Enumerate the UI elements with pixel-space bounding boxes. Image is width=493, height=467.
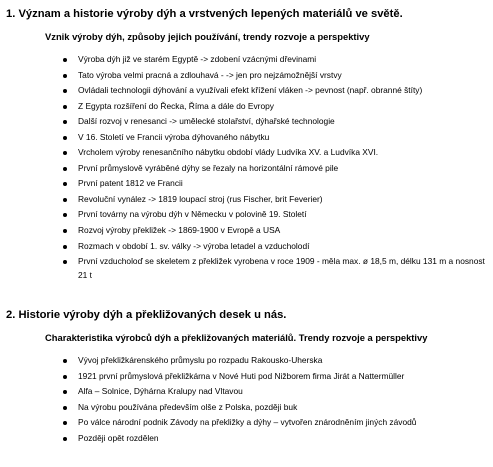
list-item-text: Po válce národní podnik Závody na překližky a dýhy – vytvořen znárodněním jiných závodů xyxy=(78,417,417,428)
section-2-heading: 2. Historie výroby dýh a překližovaných desek u nás. xyxy=(6,309,287,321)
list-item-text: Ovládali technologii dýhování a využívali efekt křížení vláken -> pevnost (např. obranné štíty) xyxy=(78,85,423,96)
list-item-text: Revoluční vynález -> 1819 loupací stroj (rus Fischer, brit Feverier) xyxy=(78,193,323,204)
list-item xyxy=(0,192,493,208)
section-1-subheading: Vznik výroby dýh, způsoby jejich používání, trendy rozvoje a perspektivy xyxy=(45,31,370,42)
list-item xyxy=(0,353,493,369)
bullet-dot-icon xyxy=(63,421,67,425)
list-item-text: První patent 1812 ve Francii xyxy=(78,178,183,189)
section-2-subheading: Charakteristika výrobců dýh a překližovaných materiálů. Trendy rozvoje a perspektivy xyxy=(45,332,428,343)
section-2 xyxy=(0,307,493,446)
bullet-dot-icon xyxy=(63,437,67,441)
list-item-text: První továrny na výrobu dýh v Německu v polovině 19. Století xyxy=(78,209,307,220)
list-item-text: Výroba dýh již ve starém Egyptě -> zdobení vzácnými dřevinami xyxy=(78,54,317,64)
list-item-text: První průmyslově vyráběné dýhy se řezaly na horizontální rámové pile xyxy=(78,162,339,173)
bullet-dot-icon xyxy=(63,390,67,394)
list-item-text: Tato výroba velmi pracná a zdlouhavá - -> jen pro nejzámožnější vrstvy xyxy=(78,69,342,80)
list-item-text: Rozvoj výroby překližek -> 1869-1900 v Evropě a USA xyxy=(78,225,281,236)
list-item xyxy=(0,254,493,283)
bullet-dot-icon xyxy=(63,260,67,264)
list-item-text: Vrcholem výroby renesančního nábytku období vlády Ludvíka XV. a Ludvíka XVI. xyxy=(78,147,379,158)
list-item xyxy=(0,161,493,177)
section-1-bullet-list xyxy=(0,52,493,283)
list-item xyxy=(0,176,493,192)
list-item xyxy=(0,431,493,447)
list-item xyxy=(0,130,493,146)
bullet-dot-icon xyxy=(63,74,67,78)
bullet-dot-icon xyxy=(63,120,67,124)
section-1 xyxy=(0,6,493,283)
list-item-text: Na výrobu používána především olše z Polska, později buk xyxy=(78,401,298,412)
list-item xyxy=(0,114,493,130)
bullet-dot-icon xyxy=(63,198,67,202)
bullet-dot-icon xyxy=(63,89,67,93)
list-item xyxy=(0,415,493,431)
bullet-dot-icon xyxy=(63,245,67,249)
bullet-dot-icon xyxy=(63,151,67,155)
bullet-dot-icon xyxy=(63,182,67,186)
list-item-text: Další rozvoj v renesanci -> umělecké stolařství, dýhařské technologie xyxy=(78,116,335,127)
bullet-dot-icon xyxy=(63,359,67,363)
list-item xyxy=(0,384,493,400)
list-item xyxy=(0,400,493,416)
bullet-dot-icon xyxy=(63,136,67,140)
list-item-text: Později opět rozdělen xyxy=(78,432,159,443)
bullet-dot-icon xyxy=(63,213,67,217)
list-item-text: Vývoj překližkárenského průmyslu po rozpadu Rakousko-Uherska xyxy=(78,355,323,365)
list-item xyxy=(0,83,493,99)
list-item-text: Z Egypta rozšíření do Řecka, Říma a dále do Evropy xyxy=(78,100,274,111)
bullet-dot-icon xyxy=(63,406,67,410)
list-item xyxy=(0,369,493,385)
list-item xyxy=(0,52,493,68)
list-item xyxy=(0,99,493,115)
bullet-dot-icon xyxy=(63,375,67,379)
list-item xyxy=(0,145,493,161)
list-item-text: V 16. Století ve Francii výroba dýhovaného nábytku xyxy=(78,131,270,142)
list-item xyxy=(0,207,493,223)
bullet-dot-icon xyxy=(63,105,67,109)
bullet-dot-icon xyxy=(63,229,67,233)
section-2-bullet-list xyxy=(0,353,493,446)
list-item xyxy=(0,239,493,255)
list-item-text: 1921 první průmyslová překližkárna v Nové Huti pod Nižborem firma Jirát a Nattermüller xyxy=(78,370,405,381)
list-item-text: Alfa – Solnice, Dýhárna Kralupy nad Vltavou xyxy=(78,386,243,397)
list-item-text: Rozmach v období 1. sv. války -> výroba letadel a vzducholodí xyxy=(78,240,310,251)
list-item xyxy=(0,68,493,84)
section-1-heading: 1. Význam a historie výroby dýh a vrstvených lepených materiálů ve světě. xyxy=(6,8,403,20)
list-item xyxy=(0,223,493,239)
bullet-dot-icon xyxy=(63,58,67,62)
bullet-dot-icon xyxy=(63,167,67,171)
list-item-text: První vzducholoď se skeletem z překližek vyrobena v roce 1909 - měla max. ø 18,5 m, délku 131 m a nosnost 21 t xyxy=(78,256,485,280)
